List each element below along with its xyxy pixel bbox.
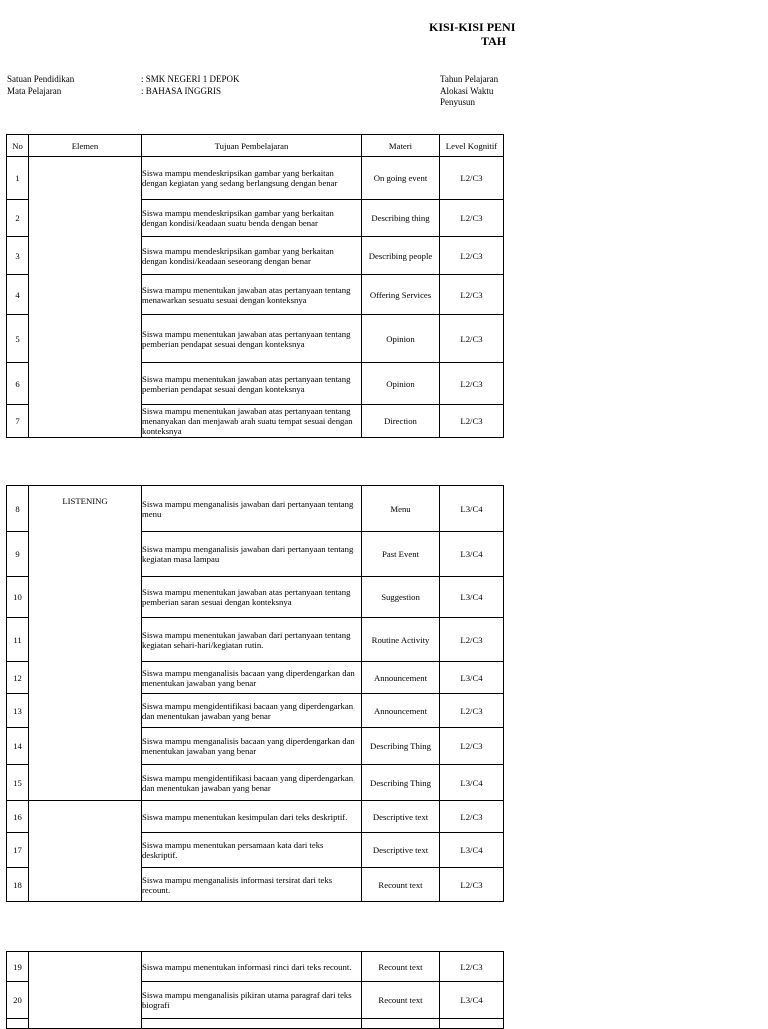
row-materi: Routine Activity — [362, 618, 440, 662]
row-level: L2/C3 — [440, 868, 504, 902]
row-tujuan: Siswa mampu menentukan jawaban atas pertanyaan tentang pemberian pendapat sesuai dengan konteksnya — [142, 363, 362, 405]
document-title-line1: KISI-KISI PENI — [429, 20, 516, 34]
row-tujuan: Siswa mampu menganalisis jawaban dari pertanyaan tentang menu — [142, 486, 362, 532]
row-level: L3/C4 — [440, 486, 504, 532]
header-tujuan: Tujuan Pembelajaran — [142, 135, 362, 157]
row-tujuan: Siswa mampu mengidentifikasi bacaan yang diperdengarkan dan menentukan jawaban yang benar — [142, 765, 362, 801]
row-tujuan: Siswa mampu menentukan jawaban dari pertanyaan tentang kegiatan sehari-hari/kegiatan rutin. — [142, 618, 362, 662]
row-level: L2/C3 — [440, 801, 504, 833]
document-title-line2: TAH — [481, 34, 507, 48]
row-level: L2/C3 — [440, 694, 504, 728]
row-materi: Direction — [362, 405, 440, 438]
row-materi: Descriptive text — [362, 801, 440, 833]
table-header-row — [7, 135, 504, 157]
row-level: L3/C4 — [440, 833, 504, 868]
row-materi: On going event — [362, 157, 440, 200]
row-level: L2/C3 — [440, 618, 504, 662]
row-level: L2/C3 — [440, 952, 504, 982]
row-no: 4 — [7, 275, 29, 315]
row-tujuan: Siswa mampu menganalisis bacaan yang diperdengarkan dan menentukan jawaban yang benar — [142, 728, 362, 765]
row-materi: Recount text — [362, 868, 440, 902]
kisi-table-part1 — [6, 134, 504, 438]
row-no: 19 — [7, 952, 29, 982]
row-level: L3/C4 — [440, 532, 504, 577]
row-no: 18 — [7, 868, 29, 902]
row-no: 6 — [7, 363, 29, 405]
table-row — [7, 486, 504, 532]
row-tujuan: Siswa mampu menentukan informasi rinci dari teks recount. — [142, 952, 362, 982]
header-materi: Materi — [362, 135, 440, 157]
row-materi: Announcement — [362, 694, 440, 728]
row-materi: Offering Services — [362, 275, 440, 315]
row-tujuan: Siswa mampu mendeskripsikan gambar yang berkaitan dengan kegiatan yang sedang berlangsung dengan benar — [142, 157, 362, 200]
elemen-cell — [29, 952, 142, 1029]
table-row — [7, 801, 504, 833]
header-level: Level Kognitif — [440, 135, 504, 157]
row-level: L3/C4 — [440, 577, 504, 618]
row-no: 13 — [7, 694, 29, 728]
row-materi: Past Event — [362, 532, 440, 577]
row-tujuan: Siswa mampu menentukan jawaban atas pertanyaan tentang menanyakan dan menjawab arah suatu tempat sesuai dengan konteksnya — [142, 405, 362, 438]
info-label-mapel: Mata Pelajaran — [7, 85, 62, 96]
info-label-alokasi: Alokasi Waktu — [440, 85, 494, 96]
row-level: L2/C3 — [440, 237, 504, 275]
row-no: 11 — [7, 618, 29, 662]
row-no: 5 — [7, 315, 29, 363]
row-no: 12 — [7, 662, 29, 694]
row-no: 16 — [7, 801, 29, 833]
row-level: L2/C3 — [440, 200, 504, 237]
elemen-cell — [29, 157, 142, 438]
row-no: 15 — [7, 765, 29, 801]
row-level: L2/C3 — [440, 405, 504, 438]
row-level: L3/C4 — [440, 765, 504, 801]
row-level: L3/C4 — [440, 982, 504, 1019]
row-tujuan: Siswa mampu menentukan persamaan kata dari teks deskriptif. — [142, 833, 362, 868]
row-materi: Recount text — [362, 982, 440, 1019]
row-level: L2/C3 — [440, 363, 504, 405]
row-tujuan: Siswa mampu menentukan jawaban atas pertanyaan tentang menawarkan sesuatu sesuai dengan konteksnya — [142, 275, 362, 315]
row-no: 1 — [7, 157, 29, 200]
row-tujuan: Siswa mampu menganalisis jawaban dari pertanyaan tentang kegiatan masa lampau — [142, 532, 362, 577]
info-value-satuan: : SMK NEGERI 1 DEPOK — [141, 74, 240, 84]
row-materi: Descriptive text — [362, 833, 440, 868]
row-tujuan: Siswa mampu menentukan jawaban atas pertanyaan tentang pemberian pendapat sesuai dengan konteksnya — [142, 315, 362, 363]
row-level: L2/C3 — [440, 157, 504, 200]
row-tujuan: Siswa mampu menganalisis bacaan yang diperdengarkan dan menentukan jawaban yang benar — [142, 662, 362, 694]
info-value-mapel: : BAHASA INGGRIS — [141, 85, 222, 96]
row-level: L2/C3 — [440, 728, 504, 765]
row-no: 2 — [7, 200, 29, 237]
row-tujuan: Siswa mampu mengidentifikasi bacaan yang diperdengarkan dan menentukan jawaban yang benar — [142, 694, 362, 728]
row-level: L2/C3 — [440, 275, 504, 315]
kisi-table-part2 — [6, 485, 504, 902]
row-materi: Announcement — [362, 662, 440, 694]
row-materi: Opinion — [362, 315, 440, 363]
elemen-cell — [29, 801, 142, 902]
row-level: L2/C3 — [440, 315, 504, 363]
row-materi: Menu — [362, 486, 440, 532]
row-tujuan: Siswa mampu menganalisis pikiran utama paragraf dari teks biografi — [142, 982, 362, 1019]
row-tujuan: Siswa mampu mendeskripsikan gambar yang berkaitan dengan kondisi/keadaan suatu benda dengan benar — [142, 200, 362, 237]
row-materi: Describing Thing — [362, 765, 440, 801]
header-elemen: Elemen — [29, 135, 142, 157]
row-materi: Describing people — [362, 237, 440, 275]
table-row — [7, 157, 504, 200]
header-no: No — [7, 135, 29, 157]
row-tujuan: Siswa mampu menentukan kesimpulan dari teks deskriptif. — [142, 801, 362, 833]
row-no: 7 — [7, 405, 29, 438]
row-materi: Opinion — [362, 363, 440, 405]
row-no: 3 — [7, 237, 29, 275]
row-no: 14 — [7, 728, 29, 765]
row-no: 10 — [7, 577, 29, 618]
info-label-penyusun: Penyusun — [440, 97, 476, 107]
row-no: 20 — [7, 982, 29, 1019]
row-tujuan: Siswa mampu mendeskripsikan gambar yang berkaitan dengan kondisi/keadaan seseorang dengan benar — [142, 237, 362, 275]
info-label-satuan: Satuan Pendidikan — [7, 74, 75, 84]
row-materi: Describing Thing — [362, 728, 440, 765]
row-level: L3/C4 — [440, 662, 504, 694]
elemen-listening: LISTENING — [29, 486, 142, 801]
kisi-table-part3 — [6, 951, 504, 1029]
row-materi: Recount text — [362, 952, 440, 982]
row-no: 8 — [7, 486, 29, 532]
row-no: 9 — [7, 532, 29, 577]
row-no: 17 — [7, 833, 29, 868]
row-materi: Describing thing — [362, 200, 440, 237]
row-materi: Suggestion — [362, 577, 440, 618]
row-tujuan: Siswa mampu menganalisis informasi tersirat dari teks recount. — [142, 868, 362, 902]
info-label-tahun: Tahun Pelajaran — [440, 74, 499, 84]
row-tujuan: Siswa mampu menentukan jawaban atas pertanyaan tentang pemberian saran sesuai dengan konteksnya — [142, 577, 362, 618]
table-row — [7, 952, 504, 982]
